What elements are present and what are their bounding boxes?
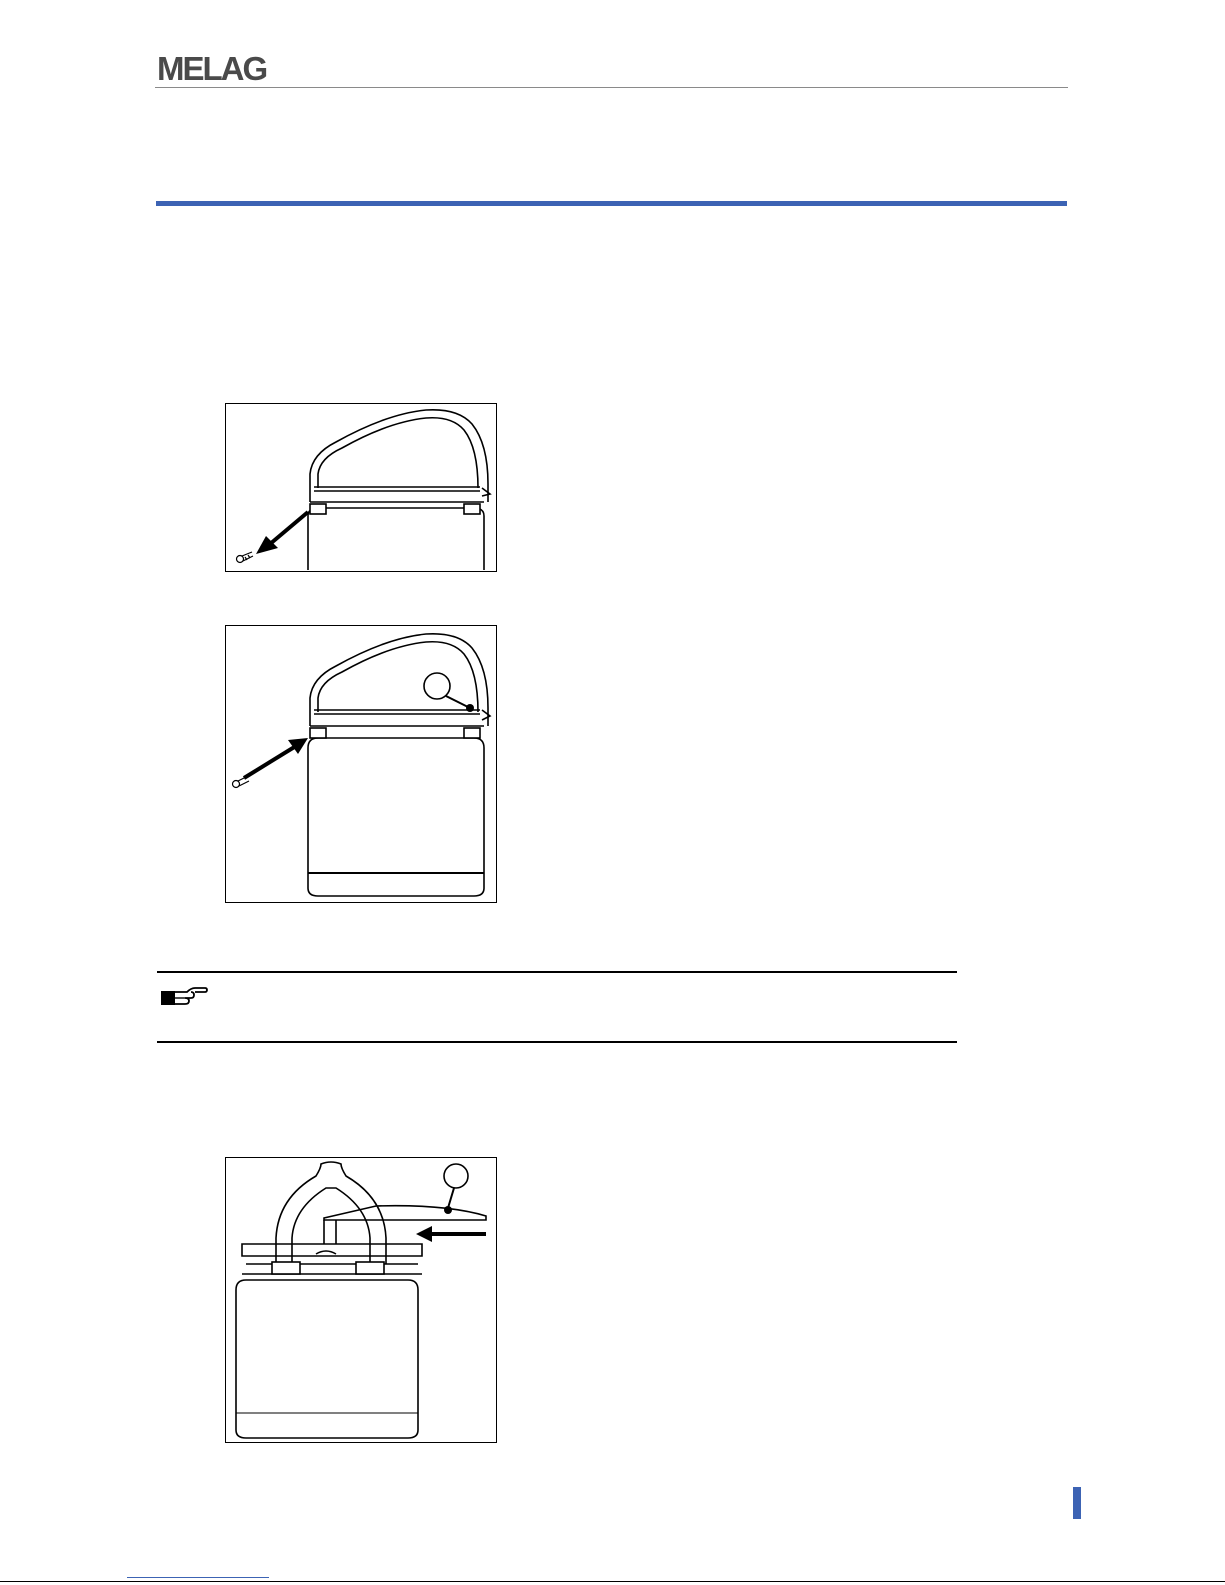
footer-link-underline[interactable] bbox=[127, 1577, 269, 1578]
pointing-hand-icon bbox=[161, 987, 209, 1009]
footer-rule bbox=[0, 1581, 1225, 1582]
insert-screw-illustration bbox=[226, 626, 495, 901]
melag-logo: MELAG bbox=[157, 50, 267, 87]
remove-screw-illustration bbox=[226, 404, 495, 570]
callout-circle bbox=[444, 1164, 468, 1188]
header-divider bbox=[155, 87, 1068, 88]
slide-lid-illustration bbox=[226, 1158, 495, 1441]
slide-lid-figure bbox=[225, 1157, 497, 1443]
remove-screw-figure bbox=[225, 403, 497, 572]
note-bottom-rule bbox=[157, 1041, 957, 1043]
section-heading-rule bbox=[156, 201, 1067, 206]
insert-screw-figure bbox=[225, 625, 497, 903]
callout-circle bbox=[424, 673, 450, 699]
page-marker bbox=[1073, 1487, 1081, 1519]
note-top-rule bbox=[157, 971, 957, 973]
